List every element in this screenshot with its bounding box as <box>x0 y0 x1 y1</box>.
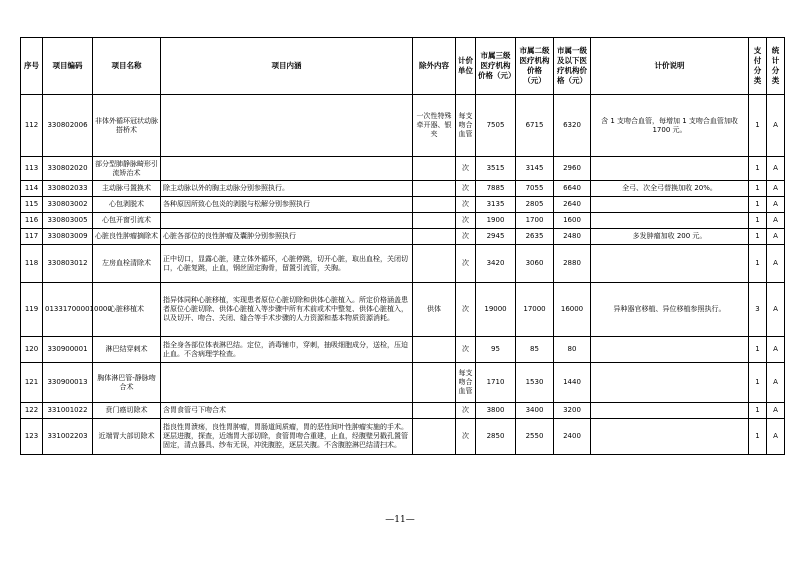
payment-class-cell: 1 <box>749 403 767 419</box>
stat-class-cell: A <box>767 181 785 197</box>
table-row <box>21 245 785 283</box>
payment-class-cell: 1 <box>749 95 767 157</box>
price-level1-cell: 80 <box>554 337 591 363</box>
seq-cell: 112 <box>21 95 43 157</box>
code-cell: 331001022 <box>43 403 93 419</box>
price-level1-cell: 16000 <box>554 283 591 337</box>
note-cell <box>591 337 749 363</box>
exclusion-cell <box>413 181 456 197</box>
table-row <box>21 181 785 197</box>
price-level3-cell: 3135 <box>476 197 516 213</box>
price-level1-cell: 3200 <box>554 403 591 419</box>
price-level2-cell: 17000 <box>516 283 554 337</box>
price-level3-cell: 1710 <box>476 363 516 403</box>
unit-cell: 次 <box>456 229 476 245</box>
header-cell-seq: 序号 <box>21 38 43 95</box>
unit-cell: 次 <box>456 419 476 455</box>
header-cell-code: 项目编码 <box>43 38 93 95</box>
price-level3-cell: 2850 <box>476 419 516 455</box>
name-cell: 心包开窗引流术 <box>93 213 161 229</box>
stat-class-cell: A <box>767 403 785 419</box>
header-cell-note: 计价说明 <box>591 38 749 95</box>
note-cell <box>591 245 749 283</box>
header-cell-name: 项目名称 <box>93 38 161 95</box>
code-cell: 330802020 <box>43 157 93 181</box>
payment-class-cell: 1 <box>749 157 767 181</box>
seq-cell: 123 <box>21 419 43 455</box>
unit-cell: 次 <box>456 197 476 213</box>
payment-class-cell: 1 <box>749 245 767 283</box>
unit-cell: 次 <box>456 337 476 363</box>
name-cell: 心脏良性肿瘤摘除术 <box>93 229 161 245</box>
seq-cell: 115 <box>21 197 43 213</box>
exclusion-cell <box>413 403 456 419</box>
stat-class-cell: A <box>767 157 785 181</box>
name-cell: 贲门癌切除术 <box>93 403 161 419</box>
exclusion-cell <box>413 213 456 229</box>
name-cell: 主动脉弓置换术 <box>93 181 161 197</box>
exclusion-cell <box>413 363 456 403</box>
payment-class-cell: 1 <box>749 363 767 403</box>
exclusion-cell <box>413 197 456 213</box>
stat-class-cell: A <box>767 95 785 157</box>
seq-cell: 119 <box>21 283 43 337</box>
note-cell: 异种器官移植、异位移植参照执行。 <box>591 283 749 337</box>
price-level2-cell: 6715 <box>516 95 554 157</box>
header-cell-price-level2: 市属二级医疗机构价格（元） <box>516 38 554 95</box>
code-cell: 330803005 <box>43 213 93 229</box>
table-row <box>21 337 785 363</box>
exclusion-cell <box>413 245 456 283</box>
table-row <box>21 283 785 337</box>
name-cell: 胸体淋巴管-静脉吻合术 <box>93 363 161 403</box>
code-cell: 331002203 <box>43 419 93 455</box>
seq-cell: 117 <box>21 229 43 245</box>
unit-cell: 次 <box>456 283 476 337</box>
price-level2-cell: 1530 <box>516 363 554 403</box>
unit-cell: 每支吻合血管 <box>456 363 476 403</box>
note-cell <box>591 403 749 419</box>
price-level2-cell: 2805 <box>516 197 554 213</box>
unit-cell: 次 <box>456 181 476 197</box>
name-cell: 心脏移植术 <box>93 283 161 337</box>
seq-cell: 113 <box>21 157 43 181</box>
exclusion-cell <box>413 337 456 363</box>
table-row <box>21 157 785 181</box>
stat-class-cell: A <box>767 213 785 229</box>
price-level3-cell: 3800 <box>476 403 516 419</box>
content-cell: 含胃食管弓下吻合术 <box>161 403 413 419</box>
note-cell <box>591 419 749 455</box>
price-level1-cell: 2480 <box>554 229 591 245</box>
seq-cell: 121 <box>21 363 43 403</box>
content-cell: 指良性胃溃疡，良性胃肿瘤，胃肠道间质瘤，胃的恶性间叶性肿瘤实施的手术。逐层进腹，探查，近端胃大部切除，食管胃吻合重建，止血，经腹壁另戳孔置管固定，清点器具、纱布无误，冲洗腹腔，逐层关腹。不含腹腔淋巴结清扫术。 <box>161 419 413 455</box>
name-cell: 非体外循环冠状动脉搭桥术 <box>93 95 161 157</box>
page-number: —11— <box>385 515 415 525</box>
stat-class-cell: A <box>767 337 785 363</box>
note-cell: 含 1 支吻合血管，每增加 1 支吻合血管加收 1700 元。 <box>591 95 749 157</box>
note-cell <box>591 157 749 181</box>
unit-cell: 次 <box>456 245 476 283</box>
content-cell <box>161 213 413 229</box>
payment-class-cell: 1 <box>749 213 767 229</box>
table-row <box>21 363 785 403</box>
unit-cell: 每支吻合血管 <box>456 95 476 157</box>
stat-class-cell: A <box>767 197 785 213</box>
price-level1-cell: 1440 <box>554 363 591 403</box>
price-level3-cell: 3420 <box>476 245 516 283</box>
price-level1-cell: 2400 <box>554 419 591 455</box>
code-cell: 330900001 <box>43 337 93 363</box>
exclusion-cell: 供体 <box>413 283 456 337</box>
seq-cell: 120 <box>21 337 43 363</box>
header-cell-exclusion: 除外内容 <box>413 38 456 95</box>
price-level3-cell: 7505 <box>476 95 516 157</box>
price-level1-cell: 2640 <box>554 197 591 213</box>
code-cell: 330802006 <box>43 95 93 157</box>
seq-cell: 114 <box>21 181 43 197</box>
price-level2-cell: 1700 <box>516 213 554 229</box>
exclusion-cell <box>413 229 456 245</box>
content-cell: 指异体同种心脏移植，实现患者原位心脏切除和供体心脏植入。所定价格涵盖患者原位心脏切除、供体心脏植入等步骤中所有术前或术中整复、供体心脏植入，以及切开、吻合、关闭、缝合等手术步骤的人力资源和基本物质资源消耗。 <box>161 283 413 337</box>
header-cell-price-level1: 市属一级及以下医疗机构价格（元） <box>554 38 591 95</box>
price-level2-cell: 85 <box>516 337 554 363</box>
seq-cell: 118 <box>21 245 43 283</box>
content-cell <box>161 363 413 403</box>
payment-class-cell: 3 <box>749 283 767 337</box>
code-cell: 330803012 <box>43 245 93 283</box>
price-level2-cell: 3145 <box>516 157 554 181</box>
content-cell: 除主动脉以外的胸主动脉分别参照执行。 <box>161 181 413 197</box>
price-table <box>20 37 785 455</box>
price-level2-cell: 3060 <box>516 245 554 283</box>
stat-class-cell: A <box>767 419 785 455</box>
table-row <box>21 403 785 419</box>
stat-class-cell: A <box>767 245 785 283</box>
content-cell: 各种原因所致心包炎的剥脱与松解分别参照执行 <box>161 197 413 213</box>
content-cell: 心脏各部位的良性肿瘤及囊肿分别参照执行 <box>161 229 413 245</box>
code-cell: 330802033 <box>43 181 93 197</box>
name-cell: 左房血栓清除术 <box>93 245 161 283</box>
stat-class-cell: A <box>767 363 785 403</box>
price-level3-cell: 3515 <box>476 157 516 181</box>
table-row <box>21 419 785 455</box>
code-cell: 330803009 <box>43 229 93 245</box>
payment-class-cell: 1 <box>749 419 767 455</box>
table-row <box>21 229 785 245</box>
payment-class-cell: 1 <box>749 197 767 213</box>
price-level1-cell: 6640 <box>554 181 591 197</box>
price-level1-cell: 2880 <box>554 245 591 283</box>
unit-cell: 次 <box>456 403 476 419</box>
name-cell: 心包剥脱术 <box>93 197 161 213</box>
seq-cell: 122 <box>21 403 43 419</box>
exclusion-cell <box>413 419 456 455</box>
exclusion-cell <box>413 157 456 181</box>
header-cell-payment-class: 支付分类 <box>749 38 767 95</box>
note-cell <box>591 213 749 229</box>
price-level3-cell: 95 <box>476 337 516 363</box>
stat-class-cell: A <box>767 229 785 245</box>
note-cell: 多发肿瘤加收 200 元。 <box>591 229 749 245</box>
name-cell: 淋巴结穿刺术 <box>93 337 161 363</box>
price-level2-cell: 2635 <box>516 229 554 245</box>
header-cell-content: 项目内涵 <box>161 38 413 95</box>
header-cell-stat-class: 统计分类 <box>767 38 785 95</box>
price-level3-cell: 2945 <box>476 229 516 245</box>
price-level2-cell: 3400 <box>516 403 554 419</box>
price-level1-cell: 1600 <box>554 213 591 229</box>
table-row <box>21 197 785 213</box>
payment-class-cell: 1 <box>749 181 767 197</box>
header-cell-unit: 计价单位 <box>456 38 476 95</box>
note-cell <box>591 197 749 213</box>
header-cell-price-level3: 市属三级医疗机构价格（元） <box>476 38 516 95</box>
name-cell: 近端胃大部切除术 <box>93 419 161 455</box>
price-level2-cell: 2550 <box>516 419 554 455</box>
price-level3-cell: 7885 <box>476 181 516 197</box>
content-cell: 正中切口，显露心脏，建立体外循环，心脏停跳，切开心脏，取出血栓，关闭切口，心脏复跳，止血，钢丝固定胸骨，留置引流管，关胸。 <box>161 245 413 283</box>
table-row <box>21 95 785 157</box>
content-cell <box>161 95 413 157</box>
note-cell: 全弓、次全弓替换加收 20%。 <box>591 181 749 197</box>
price-level2-cell: 7055 <box>516 181 554 197</box>
code-cell: 330803002 <box>43 197 93 213</box>
unit-cell: 次 <box>456 157 476 181</box>
code-cell: 013317000010000 <box>43 283 93 337</box>
seq-cell: 116 <box>21 213 43 229</box>
payment-class-cell: 1 <box>749 337 767 363</box>
unit-cell: 次 <box>456 213 476 229</box>
content-cell: 指全身各部位体表淋巴结。定位，消毒铺巾，穿刺，抽吸细胞成分，送检，压迫止血。不含病理学检查。 <box>161 337 413 363</box>
stat-class-cell: A <box>767 283 785 337</box>
price-level1-cell: 6320 <box>554 95 591 157</box>
header-row <box>21 38 785 95</box>
exclusion-cell: 一次性特殊牵开器、银夹 <box>413 95 456 157</box>
price-level3-cell: 1900 <box>476 213 516 229</box>
note-cell <box>591 363 749 403</box>
payment-class-cell: 1 <box>749 229 767 245</box>
price-level3-cell: 19000 <box>476 283 516 337</box>
table-row <box>21 213 785 229</box>
name-cell: 部分型肺静脉畸形引流矫治术 <box>93 157 161 181</box>
price-level1-cell: 2960 <box>554 157 591 181</box>
code-cell: 330900013 <box>43 363 93 403</box>
content-cell <box>161 157 413 181</box>
